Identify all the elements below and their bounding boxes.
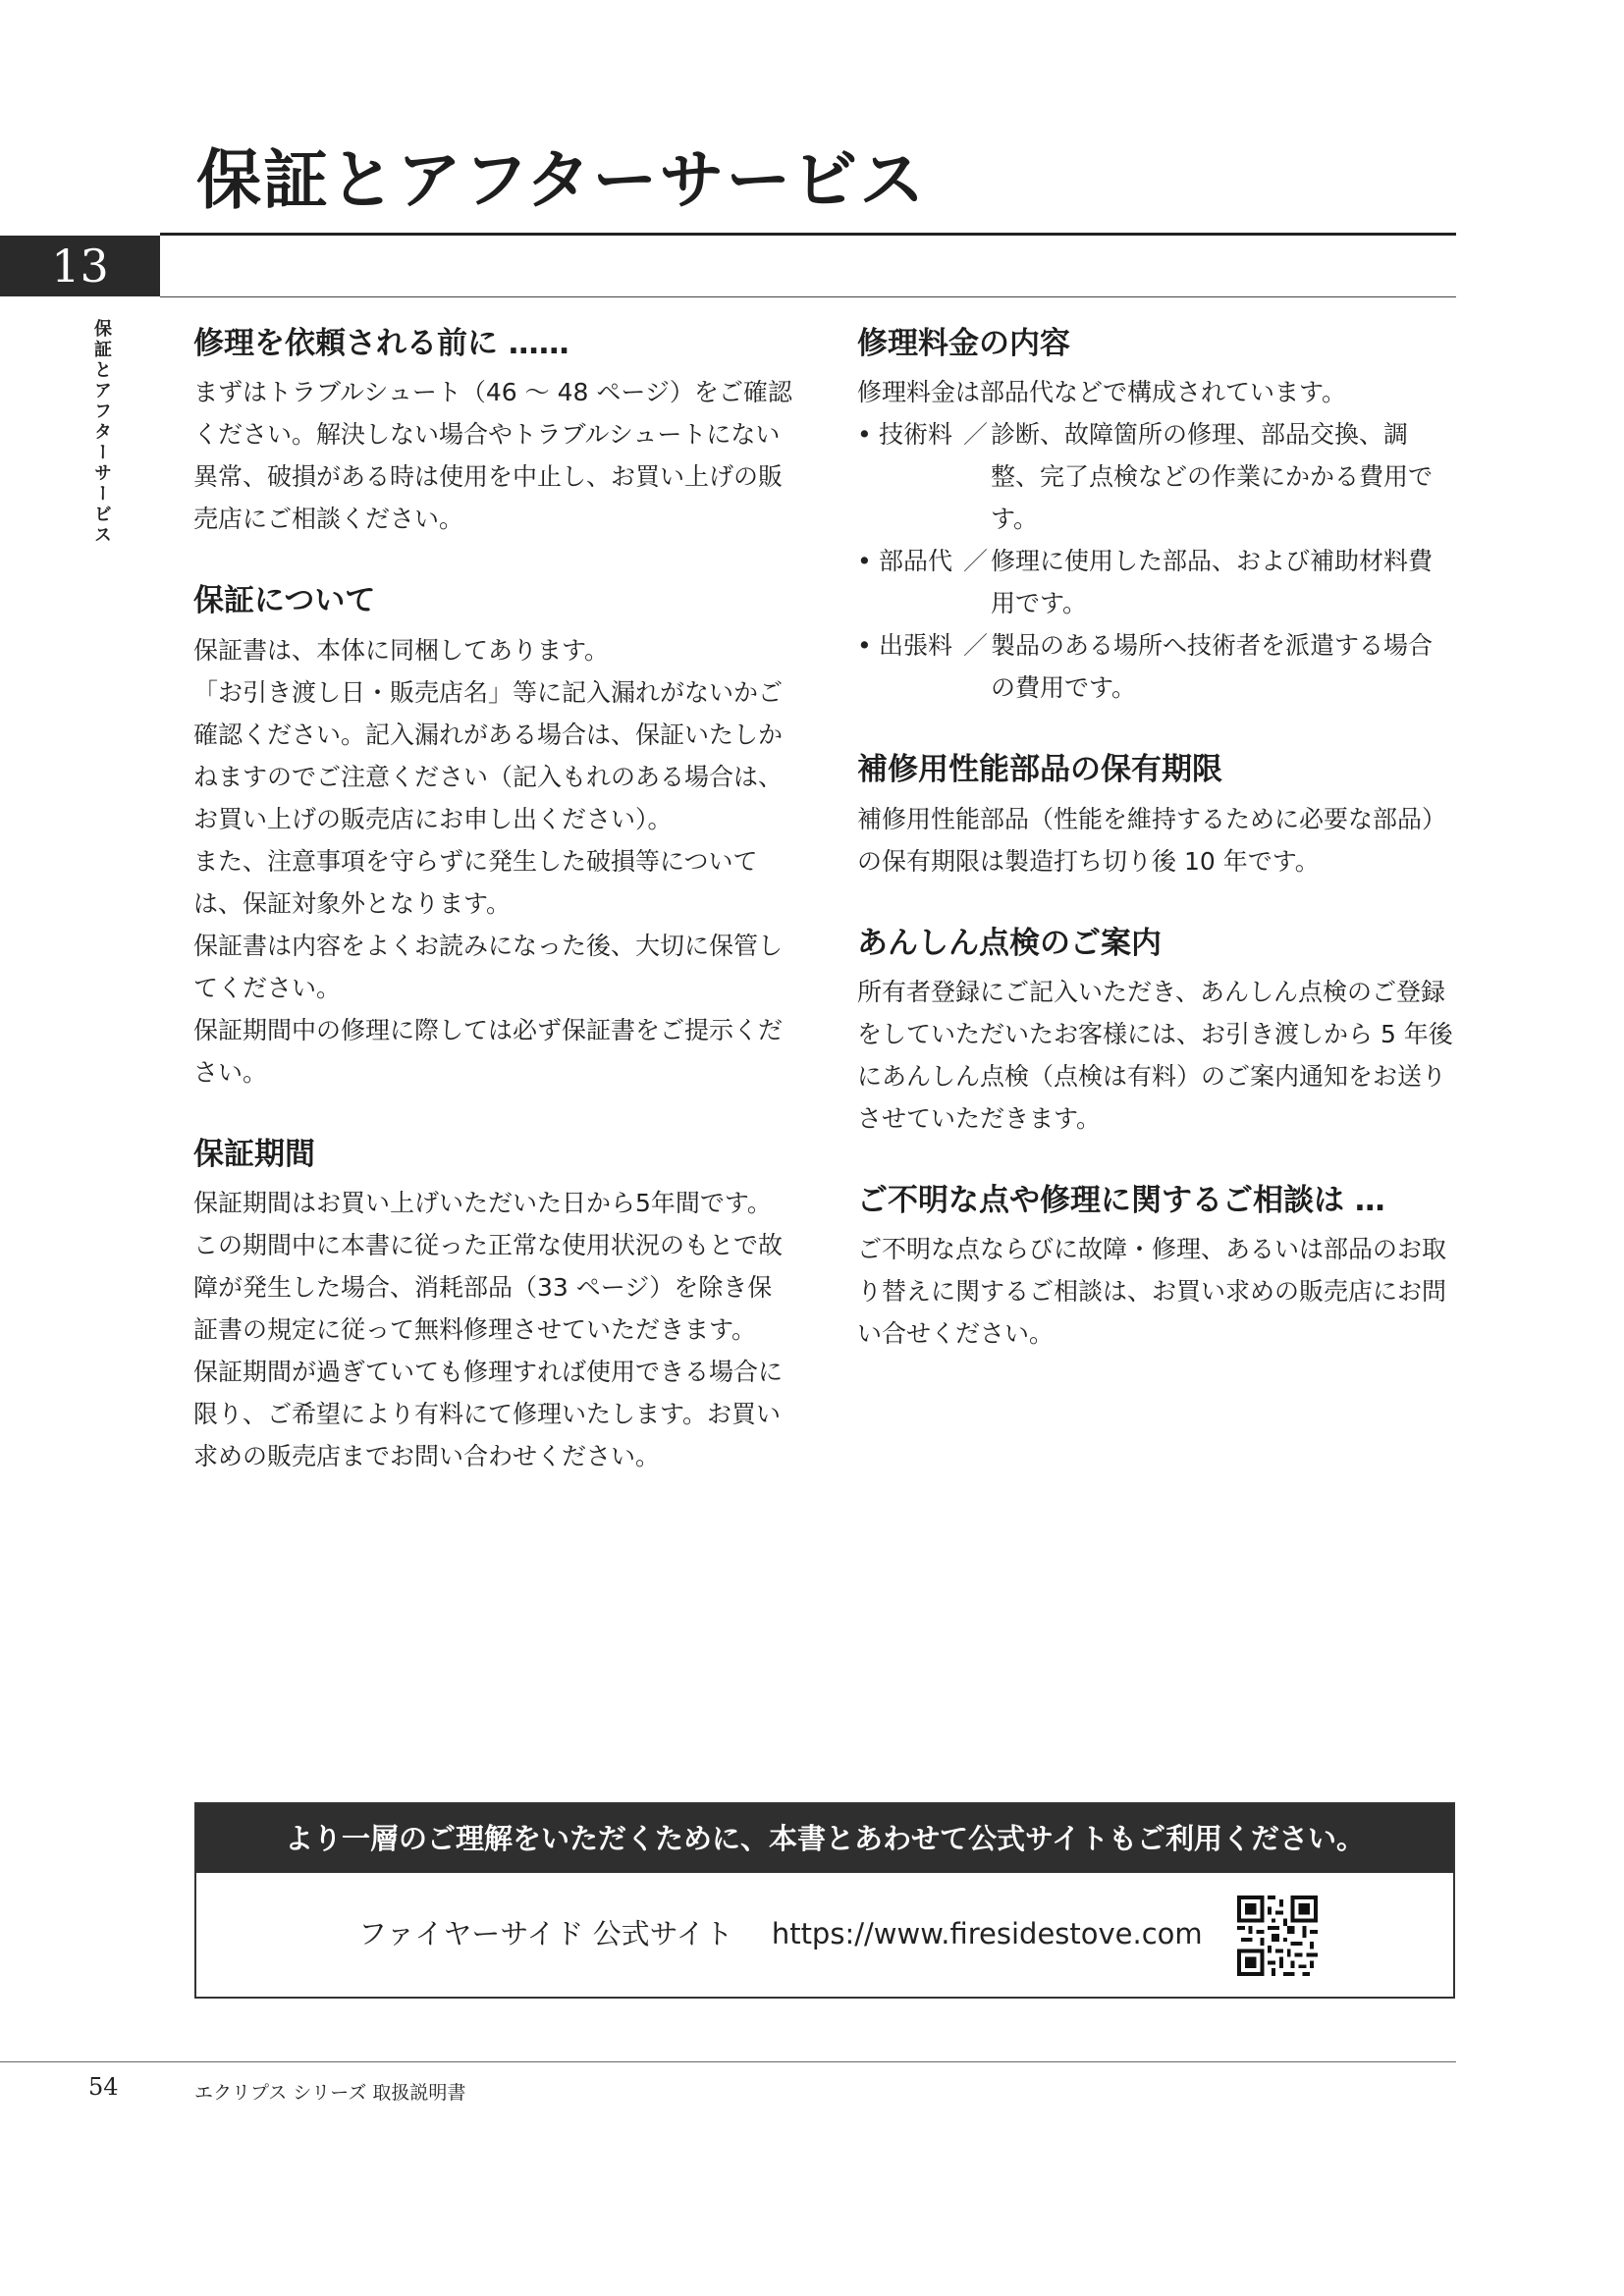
bullet-icon: • — [857, 547, 872, 576]
section-paragraph: また、注意事項を守らずに発生した破損等については、保証対象外となります。 — [193, 846, 758, 918]
fee-term: 技術料 — [879, 420, 953, 450]
section-heading: ご不明な点や修理に関するご相談は … — [857, 1182, 1385, 1218]
slash-separator: ／ — [963, 420, 989, 450]
official-site-line — [358, 1912, 1203, 1952]
section-paragraph: 保証期間はお買い上げいただいた日から5年間です。この期間中に本書に従った正常な使用状況のもとで故障が発生した場合、消耗部品（33 ページ）を除き保証書の規定に従って無料修理させていただきます。 — [193, 1188, 784, 1344]
fee-item — [857, 624, 1456, 709]
official-site-notice: より一層のご理解をいただくために、本書とあわせて公式サイトもご利用ください。 — [196, 1804, 1453, 1873]
section-warranty-period — [193, 1135, 792, 1477]
section-paragraph: ご不明な点ならびに故障・修理、あるいは部品のお取り替えに関するご相談は、お買い求めの販売店にお問い合せください。 — [857, 1235, 1447, 1349]
official-site-box — [194, 1802, 1455, 1999]
section-heading: 修理料金の内容 — [857, 326, 1070, 361]
section-repair-fees — [857, 324, 1456, 709]
fee-item — [857, 540, 1456, 624]
qr-code-icon — [1237, 1896, 1318, 1976]
bullet-icon: • — [857, 420, 872, 450]
footer-manual-title: エクリプス シリーズ 取扱説明書 — [194, 2082, 466, 2104]
section-paragraph: 保証期間が過ぎていても修理すれば使用できる場合に限り、ご希望により有料にて修理いたします。お買い求めの販売店までお問い合わせください。 — [193, 1357, 784, 1470]
section-paragraph: まずはトラブルシュート（46 ～ 48 ページ）をご確認ください。解決しない場合やトラブルシュートにない異常、破損がある時は使用を中止し、お買い上げの販売店にご相談ください。 — [193, 378, 792, 534]
fee-description: 製品のある場所へ技術者を派遣する場合の費用です。 — [991, 631, 1434, 703]
section-paragraph: 保証期間中の修理に際しては必ず保証書をご提示ください。 — [193, 1015, 784, 1087]
chapter-rule — [160, 296, 1456, 297]
fee-list — [857, 413, 1456, 709]
page-title: 保証とアフターサービス — [196, 141, 927, 218]
vertical-chapter-label: 保証とアフターサービス — [91, 319, 112, 546]
section-consultation — [857, 1181, 1456, 1355]
fee-description: 診断、故障箇所の修理、部品交換、調整、完了点検などの作業にかかる費用です。 — [991, 420, 1434, 534]
official-site-label: ファイヤーサイド 公式サイト — [358, 1917, 733, 1950]
section-heading: 補修用性能部品の保有期限 — [857, 752, 1222, 788]
chapter-number-tab: 13 — [0, 236, 160, 296]
fee-item — [857, 413, 1456, 540]
title-rule — [160, 233, 1456, 236]
left-column — [193, 324, 792, 1519]
section-paragraph: 修理料金は部品代などで構成されています。 — [857, 378, 1347, 407]
section-paragraph: 所有者登録にご記入いただき、あんしん点検のご登録をしていただいたお客様には、お引き渡しから 5 年後にあんしん点検（点検は有料）のご案内通知をお送りさせていただきます。 — [857, 977, 1453, 1133]
section-heading: 修理を依頼される前に …… — [193, 326, 569, 361]
fee-term: 部品代 — [879, 547, 953, 576]
slash-separator: ／ — [963, 631, 989, 661]
section-heading: 保証期間 — [193, 1136, 315, 1172]
section-paragraph: 補修用性能部品（性能を維持するために必要な部品）の保有期限は製造打ち切り後 10 年です。 — [857, 804, 1447, 876]
footer-rule — [0, 2061, 1456, 2062]
section-before-repair — [193, 324, 792, 540]
fee-term: 出張料 — [879, 631, 953, 661]
section-warranty — [193, 581, 792, 1093]
section-heading: あんしん点検のご案内 — [857, 925, 1162, 961]
section-heading: 保証について — [193, 583, 376, 619]
section-inspection — [857, 924, 1456, 1140]
page-number: 54 — [88, 2073, 119, 2101]
bullet-icon: • — [857, 631, 872, 661]
official-site-url[interactable]: https://www.firesidestove.com — [771, 1917, 1203, 1950]
right-column — [857, 324, 1456, 1396]
section-parts-retention — [857, 750, 1456, 881]
section-paragraph: 保証書は内容をよくお読みになった後、大切に保管してください。 — [193, 931, 784, 1002]
slash-separator: ／ — [963, 547, 989, 576]
section-paragraph: 保証書は、本体に同梱してあります。 — [193, 635, 610, 665]
section-paragraph: 「お引き渡し日・販売店名」等に記入漏れがないかご確認ください。記入漏れがある場合は、保証いたしかねますのでご注意ください（記入もれのある場合は、お買い上げの販売店にお申し出ください）。 — [193, 677, 784, 833]
fee-description: 修理に使用した部品、および補助材料費用です。 — [991, 547, 1434, 618]
